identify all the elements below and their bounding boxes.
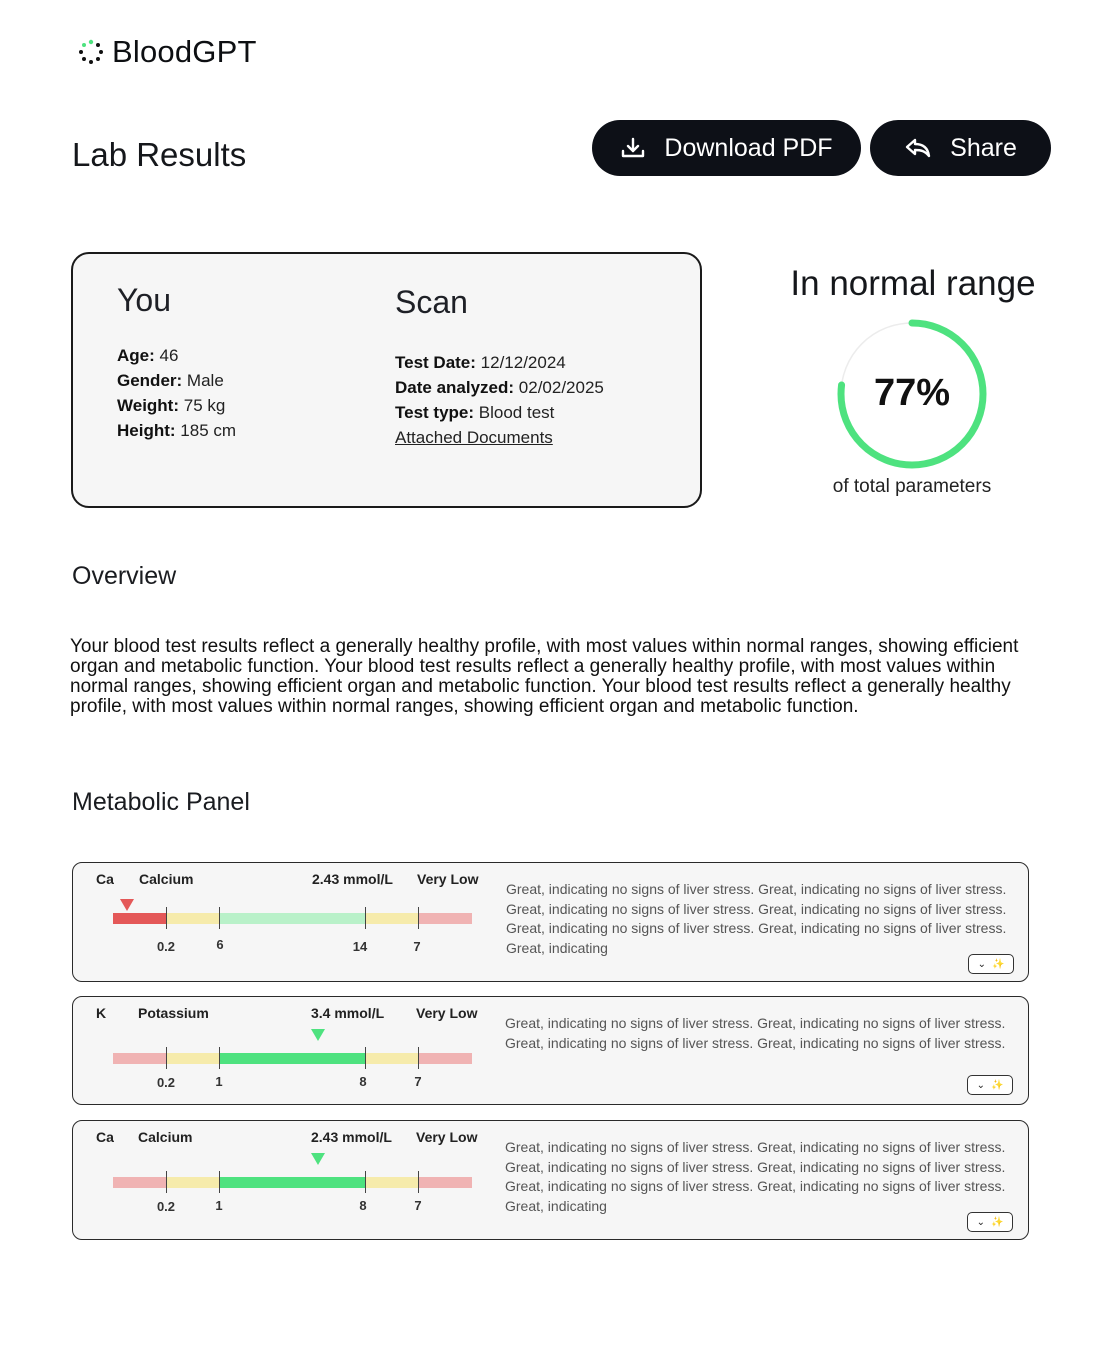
value-marker xyxy=(311,1029,325,1041)
page-title: Lab Results xyxy=(72,136,247,173)
range-tick-label: 8 xyxy=(359,1198,367,1213)
panel-item-value: 2.43 mmol/L xyxy=(312,871,393,887)
scan-details xyxy=(395,350,604,450)
share-label: Share xyxy=(950,133,1017,162)
panel-item-calcium xyxy=(72,862,1029,982)
range-tick-label: 1 xyxy=(215,1198,223,1213)
expand-ai-button[interactable] xyxy=(967,1075,1013,1095)
weight-value: 75 kg xyxy=(183,396,226,415)
range-segment-normal xyxy=(219,1177,365,1188)
value-marker xyxy=(120,899,134,911)
panel-item-abbr: Ca xyxy=(96,871,114,887)
panel-item-flag: Very Low xyxy=(417,871,479,887)
share-button[interactable] xyxy=(870,120,1051,176)
range-segment-normal xyxy=(219,1053,365,1064)
app-name: BloodGPT xyxy=(112,34,257,69)
range-segment-borderline-low xyxy=(166,1177,219,1188)
scan-heading: Scan xyxy=(395,284,468,320)
panel-item-potassium xyxy=(72,996,1029,1105)
range-segment-borderline-high xyxy=(365,913,418,924)
range-tick xyxy=(418,907,419,929)
normal-range-title: In normal range xyxy=(790,264,1036,303)
panel-item-abbr: Ca xyxy=(96,1129,114,1145)
range-segment-normal xyxy=(219,913,365,924)
scan-test-date xyxy=(395,350,604,375)
overview-title: Overview xyxy=(72,562,177,590)
scan-test-type xyxy=(395,400,604,425)
panel-item-name: Potassium xyxy=(138,1005,209,1021)
chevron-down-icon: ⌄ xyxy=(976,1216,985,1228)
age-value: 46 xyxy=(159,346,179,365)
patient-scan-card xyxy=(71,252,702,508)
range-tick-label: 7 xyxy=(414,1074,422,1089)
range-tick-label: 1 xyxy=(215,1074,223,1089)
normal-range-percent: 77% xyxy=(873,372,951,414)
range-tick xyxy=(418,1171,419,1193)
range-tick xyxy=(166,907,167,929)
range-segment-borderline-high xyxy=(365,1053,418,1064)
panel-item-flag: Very Low xyxy=(416,1005,478,1021)
range-tick xyxy=(418,1047,419,1069)
sparkle-icon: ✨ xyxy=(991,958,1005,970)
test-type-label: Test type: xyxy=(395,403,475,422)
expand-ai-button[interactable] xyxy=(968,954,1014,974)
range-segment-high xyxy=(418,1177,472,1188)
range-tick-label: 0.2 xyxy=(156,939,176,954)
scan-date-analyzed xyxy=(395,375,604,400)
patient-weight xyxy=(117,393,236,418)
metabolic-panel-title: Metabolic Panel xyxy=(72,788,250,816)
test-type-value: Blood test xyxy=(478,403,555,422)
height-value: 185 cm xyxy=(180,421,237,440)
patient-heading: You xyxy=(117,282,171,318)
sparkle-icon: ✨ xyxy=(990,1079,1004,1091)
logo-dots-icon xyxy=(78,39,104,65)
range-tick-label: 7 xyxy=(414,1198,422,1213)
range-tick-label: 0.2 xyxy=(156,1199,176,1214)
sparkle-icon: ✨ xyxy=(990,1216,1004,1228)
range-tick xyxy=(166,1047,167,1069)
range-segment-borderline-low xyxy=(166,1053,219,1064)
age-label: Age: xyxy=(117,346,155,365)
gender-label: Gender: xyxy=(117,371,183,390)
patient-gender xyxy=(117,368,236,393)
range-tick-label: 14 xyxy=(352,939,368,954)
weight-label: Weight: xyxy=(117,396,180,415)
attached-documents-link[interactable]: Attached Documents xyxy=(395,428,553,447)
range-tick-label: 0.2 xyxy=(156,1075,176,1090)
range-segment-low xyxy=(113,1053,166,1064)
range-segment-borderline-low xyxy=(166,913,219,924)
gender-value: Male xyxy=(186,371,224,390)
panel-item-description: Great, indicating no signs of liver stress. Great, indicating no signs of liver stress. Great, indicating no signs of liver stress. Great, indicating no signs of liver stress. xyxy=(505,1015,1006,1051)
download-pdf-label: Download PDF xyxy=(664,133,833,162)
range-segment-low xyxy=(113,1177,166,1188)
range-tick-label: 8 xyxy=(359,1074,367,1089)
panel-item-calcium-2 xyxy=(72,1120,1029,1240)
range-tick xyxy=(219,1171,220,1193)
range-tick xyxy=(166,1171,167,1193)
test-date-label: Test Date: xyxy=(395,353,476,372)
range-tick-label: 6 xyxy=(216,937,224,952)
value-marker xyxy=(311,1153,325,1165)
date-analyzed-label: Date analyzed: xyxy=(395,378,515,397)
range-tick xyxy=(365,907,366,929)
panel-item-name: Calcium xyxy=(138,1129,193,1145)
overview-text: Your blood test results reflect a generally healthy profile, with most values within normal ranges, showing efficient organ and metabolic function. Your blood test results reflect a generally healthy profile, with most values within normal ranges, showing efficient organ and metabolic function. Your blood test results reflect a generally healthy profile, with most values within normal ranges, showing efficient organ and metabolic function. xyxy=(70,636,1019,717)
patient-details xyxy=(117,343,236,443)
panel-item-name: Calcium xyxy=(139,871,194,887)
panel-item-value: 2.43 mmol/L xyxy=(311,1129,392,1145)
height-label: Height: xyxy=(117,421,176,440)
range-segment-low xyxy=(113,913,166,924)
range-segment-borderline-high xyxy=(365,1177,418,1188)
date-analyzed-value: 02/02/2025 xyxy=(518,378,604,397)
download-pdf-button[interactable] xyxy=(592,120,861,176)
range-segment-high xyxy=(418,1053,472,1064)
download-icon xyxy=(620,135,646,161)
share-reply-icon xyxy=(904,136,932,160)
range-bar xyxy=(113,1153,473,1213)
expand-ai-button[interactable] xyxy=(967,1212,1013,1232)
range-tick xyxy=(219,1047,220,1069)
chevron-down-icon: ⌄ xyxy=(976,1079,985,1091)
panel-item-description: Great, indicating no signs of liver stress. Great, indicating no signs of liver stress. Great, indicating no signs of liver stress. Great, indicating no signs of liver stress. Great, indicating no signs of liver stress. Great, indicating no signs of liver stress. Great, indicating xyxy=(505,1139,1006,1214)
range-bar xyxy=(113,1029,473,1089)
normal-range-caption: of total parameters xyxy=(832,476,992,497)
panel-item-description: Great, indicating no signs of liver stress. Great, indicating no signs of liver stress. Great, indicating no signs of liver stress. Great, indicating no signs of liver stress. Great, indicating no signs of liver stress. Great, indicating no signs of liver stress. Great, indicating xyxy=(506,881,1007,956)
panel-item-value: 3.4 mmol/L xyxy=(311,1005,385,1021)
range-bar xyxy=(113,899,473,955)
range-tick xyxy=(365,1171,366,1193)
panel-item-flag: Very Low xyxy=(416,1129,478,1145)
app-logo xyxy=(78,34,257,70)
chevron-down-icon: ⌄ xyxy=(977,958,986,970)
patient-height xyxy=(117,418,236,443)
range-tick-label: 7 xyxy=(413,939,421,954)
test-date-value: 12/12/2024 xyxy=(480,353,566,372)
range-tick xyxy=(219,907,220,929)
panel-item-abbr: K xyxy=(96,1005,107,1021)
range-segment-high xyxy=(418,913,472,924)
range-tick xyxy=(365,1047,366,1069)
patient-age xyxy=(117,343,236,368)
